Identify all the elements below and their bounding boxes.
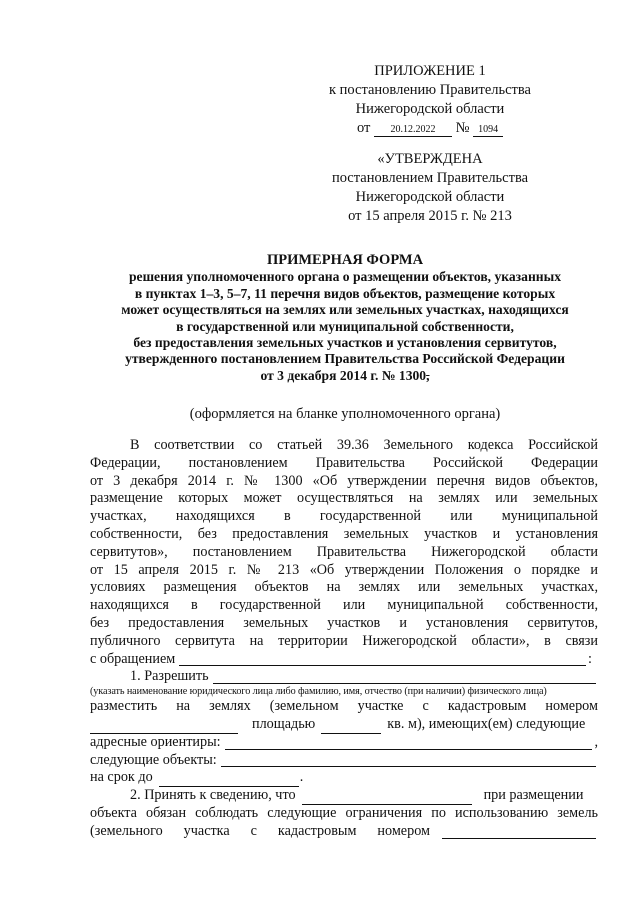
cadastral-fill-line <box>90 721 238 734</box>
address-fill-line <box>225 737 593 750</box>
area-fill-line <box>321 721 381 734</box>
item2-label: 2. Принять к сведению, что <box>130 787 296 804</box>
from-label: от <box>356 120 371 136</box>
date-field: 20.12.2022 <box>374 124 452 137</box>
body-line: находящихся в государственной или муниципальной собственности, <box>90 597 598 614</box>
body-line: сервитутов», постановлением Правительства Нижегородской области <box>90 543 598 560</box>
address-label: адресные ориентиры: <box>90 733 221 750</box>
form-title-line: в государственной или муниципальной собственности, <box>176 318 514 334</box>
item1-label: 1. Разрешить <box>130 668 209 685</box>
appendix-line: к постановлению Правительства <box>329 82 531 98</box>
body-line: собственности, без предоставления земельных участков и установления <box>90 525 598 542</box>
objects-line <box>90 752 598 770</box>
place-line-b <box>90 716 598 734</box>
form-title-line <box>90 368 600 384</box>
form-title-line: решения уполномоченного органа о размещении объектов, указанных <box>128 269 562 285</box>
item2-line-3 <box>90 823 598 841</box>
appendix-line: Нижегородской области <box>355 101 505 117</box>
form-title-line: в пунктах 1–3, 5–7, 11 перечня видов объектов, размещение которых <box>134 285 556 301</box>
item2-line <box>90 787 598 805</box>
approved-line: от 15 апреля 2015 г. № 213 <box>348 208 512 224</box>
body-line: Федерации, постановлением Правительства Российской Федерации <box>90 454 598 471</box>
area-label: площадью <box>252 715 316 732</box>
appeal-end: : <box>588 650 592 667</box>
item1-fill-line <box>213 671 596 684</box>
form-title <box>90 252 600 384</box>
item1-line <box>90 668 598 686</box>
cadastral-fill-line-2 <box>442 826 596 839</box>
approved-line: постановлением Правительства <box>331 170 529 186</box>
body-line: В соответствии со статьей 39.36 Земельного кодекса Российской <box>130 437 598 453</box>
body-line: от 15 апреля 2015 г. № 213 «Об утверждении Положения о порядке и <box>90 561 598 578</box>
term-end: . <box>299 769 304 786</box>
body-line: публичного сервитута на территории Нижегородской области», в связи <box>90 632 598 649</box>
number-label: № <box>455 120 470 136</box>
item2-fill-line <box>302 792 472 805</box>
body-line: от 3 декабря 2014 г. № 1300 «Об утверждении перечня видов объектов, <box>90 472 598 489</box>
body-line: участках, находящихся в государственной или муниципальной <box>90 508 598 525</box>
place-line-a: разместить на землях (земельном участке с кадастровым номером <box>90 698 598 715</box>
approved-header <box>300 150 560 226</box>
form-title-last: от 3 декабря 2014 г. № 1300 <box>260 367 427 383</box>
item2-line-3-text: (земельного участка с кадастровым номером <box>90 822 430 839</box>
document-body <box>90 437 598 841</box>
form-title-line: утвержденного постановлением Правительства Российской Федерации <box>125 351 565 367</box>
address-end: , <box>594 733 598 750</box>
appeal-label: с обращением <box>90 650 176 667</box>
form-title-line: может осуществляться на землях или земельных участках, находящихся <box>121 302 569 318</box>
body-line: размещение которых может осуществляться на землях или земельных <box>90 490 598 507</box>
body-line: условиях размещения объектов на землях или земельных участках, <box>90 579 598 596</box>
form-title-line: без предоставления земельных участков и установления сервитутов, <box>133 335 557 351</box>
item2-tail: при размещении <box>483 787 584 804</box>
approved-title: «УТВЕРЖДЕНА <box>377 151 483 167</box>
number-field: 1094 <box>473 124 503 137</box>
approved-line: Нижегородской области <box>355 189 505 205</box>
appendix-title: ПРИЛОЖЕНИЕ 1 <box>374 63 486 79</box>
appeal-fill-line <box>179 653 586 666</box>
place-tail: кв. м), имеющих(ем) следующие <box>387 715 586 732</box>
blank-note: (оформляется на бланке уполномоченного органа) <box>189 406 501 422</box>
objects-fill-line <box>221 754 596 767</box>
item2-line-2: объекта обязан соблюдать следующие ограничения по использованию земель <box>90 804 598 821</box>
item1-caption: (указать наименование юридического лица либо фамилию, имя, отчество (при наличии) физического лица) <box>90 686 547 698</box>
appeal-line <box>90 651 598 669</box>
objects-label: следующие объекты: <box>90 751 217 768</box>
form-title-main: ПРИМЕРНАЯ ФОРМА <box>266 252 424 268</box>
appendix-date-line <box>300 119 560 138</box>
term-label: на срок до <box>90 769 153 786</box>
struck-char: , <box>426 367 430 383</box>
term-line <box>90 769 598 787</box>
address-line <box>90 734 598 752</box>
body-line: без предоставления земельных участков и установления сервитутов, <box>90 614 598 631</box>
appendix-header <box>300 62 560 138</box>
term-fill-line <box>159 774 299 787</box>
